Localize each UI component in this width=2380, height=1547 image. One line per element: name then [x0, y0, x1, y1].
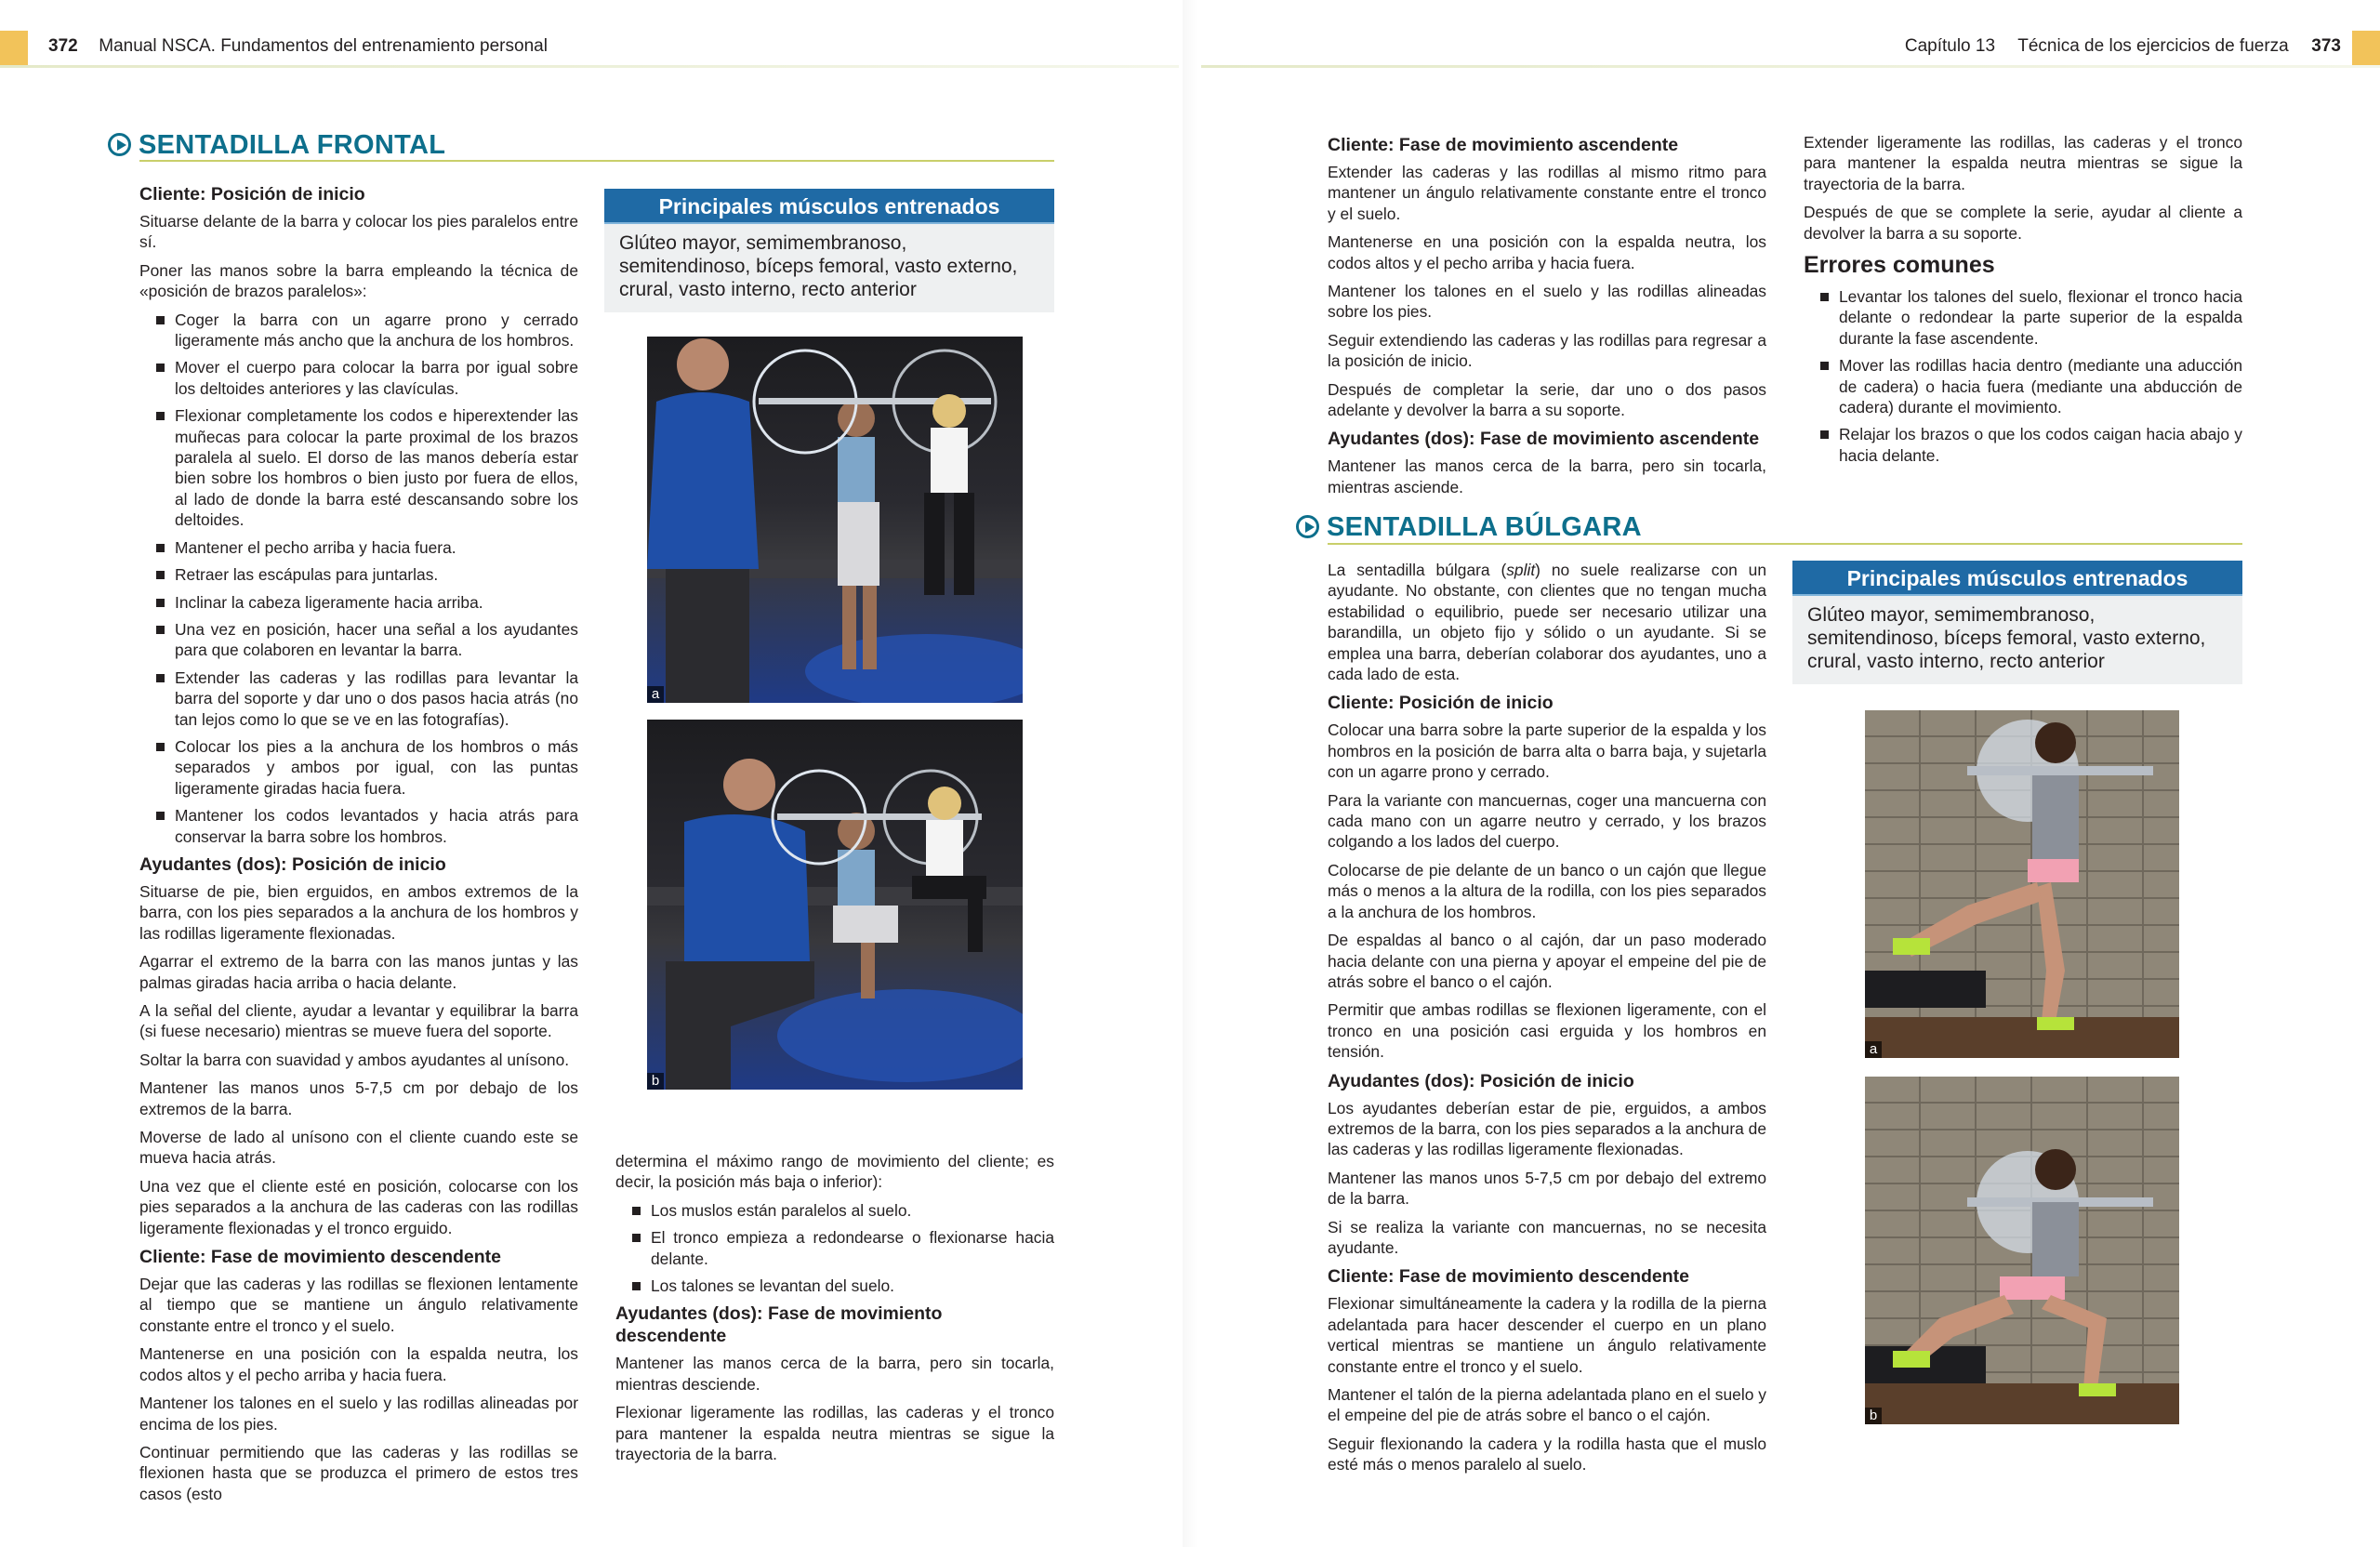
- muscles-box-text: Glúteo mayor, semimembranoso, semitendinoso, bíceps femoral, vasto externo, crural, vasto interno, recto anterior: [1807, 604, 2206, 672]
- right-chapter: Capítulo 13: [1904, 36, 1996, 56]
- figure-illustration: [1865, 1077, 2179, 1424]
- list-item: Los muslos están paralelos al suelo.: [651, 1200, 1054, 1221]
- muscles-box-title: Principales músculos entrenados: [604, 189, 1054, 224]
- paragraph: Extender ligeramente las rodillas, las caderas y el tronco para mantener la espalda neutra mientras se sigue la trayectoria de la barra.: [1804, 133, 2242, 193]
- paragraph: Permitir que ambas rodillas se flexionen ligeramente, con el tronco en una posición casi erguida y los hombros en tensión.: [1328, 1000, 1766, 1062]
- paragraph: Mantener los talones en el suelo y las rodillas alineadas por encima de los pies.: [139, 1394, 578, 1434]
- list-item: Mover el cuerpo para colocar la barra por igual sobre los deltoides anteriores y las clavículas.: [175, 358, 578, 398]
- photo-label: a: [647, 686, 664, 703]
- subheading: Ayudantes (dos): Fase de movimiento ascendente: [1328, 429, 1760, 450]
- left-column-2: [615, 1151, 1054, 1472]
- photo-front-squat-bottom: [647, 720, 1023, 1090]
- paragraph: Continuar permitiendo que las caderas y las rodillas se flexionen hasta que se produzca el primero de estos tres casos (esto: [139, 1442, 578, 1503]
- paragraph: Para la variante con mancuernas, coger una mancuerna con cada mano con un agarre neutro y cerrado, y los brazos colgando a los lados del cuerpo.: [1328, 790, 1766, 852]
- muscles-box-front-squat: [604, 189, 1054, 312]
- subheading: Cliente: Posición de inicio: [139, 184, 365, 205]
- left-header-rule: [0, 65, 1179, 68]
- subheading: Cliente: Fase de movimiento ascendente: [1328, 135, 1679, 155]
- right-column-1-bulgarian: [1328, 560, 1766, 1483]
- paragraph: Flexionar ligeramente las rodillas, las caderas y el tronco para mantener la espalda neutra mientras se sigue la trayectoria de la barra.: [615, 1403, 1054, 1464]
- photo-bulgarian-squat-bottom: [1865, 1077, 2179, 1424]
- paragraph: Agarrar el extremo de la barra con las manos juntas y las palmas giradas hacia arriba o hacia delante.: [139, 952, 578, 992]
- photo-front-squat-start: [647, 337, 1023, 703]
- figure-illustration: [647, 337, 1023, 703]
- left-running-header: [48, 36, 548, 57]
- list-item: Mantener el pecho arriba y hacia fuera.: [175, 537, 578, 558]
- paragraph: Dejar que las caderas y las rodillas se flexionen lentamente al tiempo que se mantiene un ángulo relativamente constante entre el tronco y el suelo.: [139, 1275, 578, 1335]
- paragraph: Después de completar la serie, dar uno o dos pasos adelante y devolver la barra a su soporte.: [1328, 379, 1766, 420]
- paragraph: determina el máximo rango de movimiento del cliente; es decir, la posición más baja o inferior):: [615, 1152, 1054, 1192]
- subheading: Ayudantes (dos): Fase de movimiento descendente: [615, 1303, 943, 1347]
- photo-label: b: [1865, 1408, 1882, 1424]
- photo-label: b: [647, 1073, 664, 1090]
- section-play-icon: [1296, 515, 1319, 538]
- right-running-header: [1905, 36, 2341, 57]
- paragraph: Mantener las manos unos 5-7,5 cm por debajo de los extremos de la barra.: [139, 1078, 578, 1118]
- paragraph: Soltar la barra con suavidad y ambos ayudantes al unísono.: [139, 1050, 570, 1069]
- subheading: Ayudantes (dos): Posición de inicio: [1328, 1070, 1634, 1091]
- paragraph: Mantenerse en una posición con la espalda neutra, los codos altos y el pecho arriba y hacia fuera.: [139, 1344, 578, 1384]
- left-header-tab: [0, 31, 28, 66]
- paragraph: Colocar una barra sobre la parte superior de la espalda y los hombros en la posición de barra alta o barra baja, y sujetarla con un agarre prono y cerrado.: [1328, 721, 1766, 782]
- right-header-rule: [1201, 65, 2380, 68]
- paragraph: Una vez que el cliente esté en posición, colocarse con los pies separados a la anchura de las caderas con las rodillas ligeramente flexionadas y el tronco erguido.: [139, 1176, 578, 1237]
- list-item: Una vez en posición, hacer una señal a los ayudantes para que colaboren en levantar la barra.: [175, 619, 578, 660]
- paragraph: Moverse de lado al unísono con el cliente cuando este se mueva hacia atrás.: [139, 1128, 578, 1168]
- section-rule: [139, 160, 1054, 162]
- paragraph: Extender las caderas y las rodillas al mismo ritmo para mantener un ángulo relativamente constante entre el tronco y el suelo.: [1328, 163, 1766, 223]
- paragraph: Situarse de pie, bien erguidos, en ambos extremos de la barra, con los pies separados a la anchura de los hombros y las rodillas ligeramente flexionadas.: [139, 881, 578, 943]
- paragraph: De espaldas al banco o al cajón, dar un paso moderado hacia delante con una pierna y apoyar el empeine del pie de atrás sobre el banco o el cajón.: [1328, 931, 1766, 991]
- right-page-number: 373: [2311, 36, 2341, 56]
- list-item: Coger la barra con un agarre prono y cerrado ligeramente más ancho que la anchura de los hombros.: [175, 310, 578, 350]
- paragraph: Poner las manos sobre la barra empleando la técnica de «posición de brazos paralelos»:: [139, 260, 578, 301]
- list-item: Inclinar la cabeza ligeramente hacia arriba.: [175, 592, 578, 613]
- left-page-number: 372: [48, 36, 78, 56]
- page-gutter: [1183, 0, 1197, 1547]
- paragraph: Mantener el talón de la pierna adelantada plano en el suelo y el empeine del pie de atrás sobre el banco o el cajón.: [1328, 1385, 1766, 1425]
- photo-label: a: [1865, 1041, 1882, 1058]
- paragraph: Mantener los talones en el suelo y las rodillas alineadas sobre los pies.: [1328, 282, 1766, 322]
- muscles-box-bulgarian-squat: [1792, 561, 2242, 684]
- paragraph: Seguir flexionando la cadera y la rodilla hasta que el muslo esté más o menos paralelo al suelo.: [1328, 1434, 1766, 1474]
- paragraph: Situarse delante de la barra y colocar los pies paralelos entre sí.: [139, 212, 578, 252]
- list-item: El tronco empieza a redondearse o flexionarse hacia delante.: [651, 1228, 1054, 1268]
- bullet-list: [615, 1200, 1054, 1297]
- section-title-front-squat: SENTADILLA FRONTAL: [108, 130, 445, 161]
- paragraph: Seguir extendiendo las caderas y las rodillas para regresar a la posición de inicio.: [1328, 330, 1766, 371]
- right-column-1-top: [1328, 130, 1766, 505]
- paragraph: Los ayudantes deberían estar de pie, erguidos, a ambos extremos de la barra, con los pies separados a la anchura de las caderas y las rodillas ligeramente flexionadas.: [1328, 1098, 1766, 1159]
- muscles-box-title: Principales músculos entrenados: [1792, 561, 2242, 596]
- paragraph: Flexionar simultáneamente la cadera y la rodilla de la pierna adelantada para hacer descender el cuerpo en un plano vertical mientras se mantiene un ángulo relativamente constante entre el tronco y el suelo.: [1328, 1294, 1766, 1376]
- list-item: Relajar los brazos o que los codos caigan hacia abajo y hacia delante.: [1839, 425, 2242, 465]
- list-item: Extender las caderas y las rodillas para levantar la barra del soporte y dar uno o dos pasos hacia atrás (no tan lejos como lo que se ve en las fotografías).: [175, 668, 578, 729]
- italic-term: split: [1506, 561, 1536, 579]
- list-item: Mover las rodillas hacia dentro (mediante una aducción de cadera) o hacia fuera (mediante una abducción de cadera) durante el movimiento.: [1839, 356, 2242, 417]
- paragraph: A la señal del cliente, ayudar a levantar y equilibrar la barra (si fuese necesario) mientras se mueve fuera del soporte.: [139, 1001, 578, 1041]
- paragraph: La sentadilla búlgara (split) no suele realizarse con un ayudante. No obstante, con clientes que no tengan mucha estabilidad o equilibrio, puede ser necesario utilizar una barandilla, un objeto fijo y sólido o un ayudante. Si se emplea una barra, deberían colaborar dos ayudantes, uno a cada lado de esta.: [1328, 561, 1766, 684]
- paragraph: Mantener las manos unos 5-7,5 cm por debajo del extremo de la barra.: [1328, 1168, 1766, 1209]
- paragraph: Mantenerse en una posición con la espalda neutra, los codos altos y el pecho arriba y hacia fuera.: [1328, 232, 1766, 272]
- list-item: Levantar los talones del suelo, flexionar el tronco hacia delante o redondear la parte superior de la espalda durante la fase ascendente.: [1839, 287, 2242, 348]
- section-title-bulgarian-squat: SENTADILLA BÚLGARA: [1296, 512, 1642, 543]
- paragraph: Después de que se complete la serie, ayudar al cliente a devolver la barra a su soporte.: [1804, 203, 2242, 243]
- list-item: Mantener los codos levantados y hacia atrás para conservar la barra sobre los hombros.: [175, 806, 578, 846]
- figure-illustration: [647, 720, 1023, 1090]
- section-play-icon: [108, 133, 131, 156]
- figure-illustration: [1865, 710, 2179, 1058]
- paragraph: Colocarse de pie delante de un banco o un cajón que llegue más o menos a la altura de la rodilla, con los pies separados a la anchura de los hombros.: [1328, 860, 1766, 921]
- bullet-list: [139, 310, 578, 847]
- photo-bulgarian-squat-start: [1865, 710, 2179, 1058]
- list-item: Flexionar completamente los codos e hiperextender las muñecas para colocar la parte proximal de los brazos paralela al suelo. El dorso de las manos debería estar bien sobre los hombros o bien justo por fuera de ellos, al lado de donde la barra esté descansando sobre los deltoides.: [175, 406, 578, 530]
- subheading: Cliente: Fase de movimiento descendente: [1328, 1266, 1690, 1288]
- paragraph: Mantener las manos cerca de la barra, pero sin tocarla, mientras asciende.: [1328, 456, 1766, 496]
- subheading: Cliente: Fase de movimiento descendente: [139, 1247, 502, 1268]
- right-column-2-top: [1804, 132, 2242, 472]
- errors-list: [1804, 286, 2242, 466]
- right-running-title: Técnica de los ejercicios de fuerza: [2017, 36, 2289, 56]
- list-item: Retraer las escápulas para juntarlas.: [175, 564, 578, 585]
- subheading-errors: Errores comunes: [1804, 252, 1995, 279]
- muscles-box-text: Glúteo mayor, semimembranoso, semitendinoso, bíceps femoral, vasto externo, crural, vasto interno, recto anterior: [619, 232, 1018, 300]
- section-rule: [1328, 543, 2242, 545]
- subheading: Ayudantes (dos): Posición de inicio: [139, 853, 446, 875]
- paragraph: Si se realiza la variante con mancuernas, no se necesita ayudante.: [1328, 1217, 1766, 1257]
- paragraph: Mantener las manos cerca de la barra, pero sin tocarla, mientras desciende.: [615, 1354, 1054, 1394]
- left-running-title: Manual NSCA. Fundamentos del entrenamiento personal: [99, 36, 548, 56]
- right-header-tab: [2352, 31, 2380, 66]
- list-item: Los talones se levantan del suelo.: [651, 1276, 1054, 1296]
- subheading: Cliente: Posición de inicio: [1328, 693, 1554, 714]
- left-column-1: [139, 179, 578, 1512]
- list-item: Colocar los pies a la anchura de los hombros o más separados y ambos por igual, con las puntas ligeramente giradas hacia fuera.: [175, 736, 578, 798]
